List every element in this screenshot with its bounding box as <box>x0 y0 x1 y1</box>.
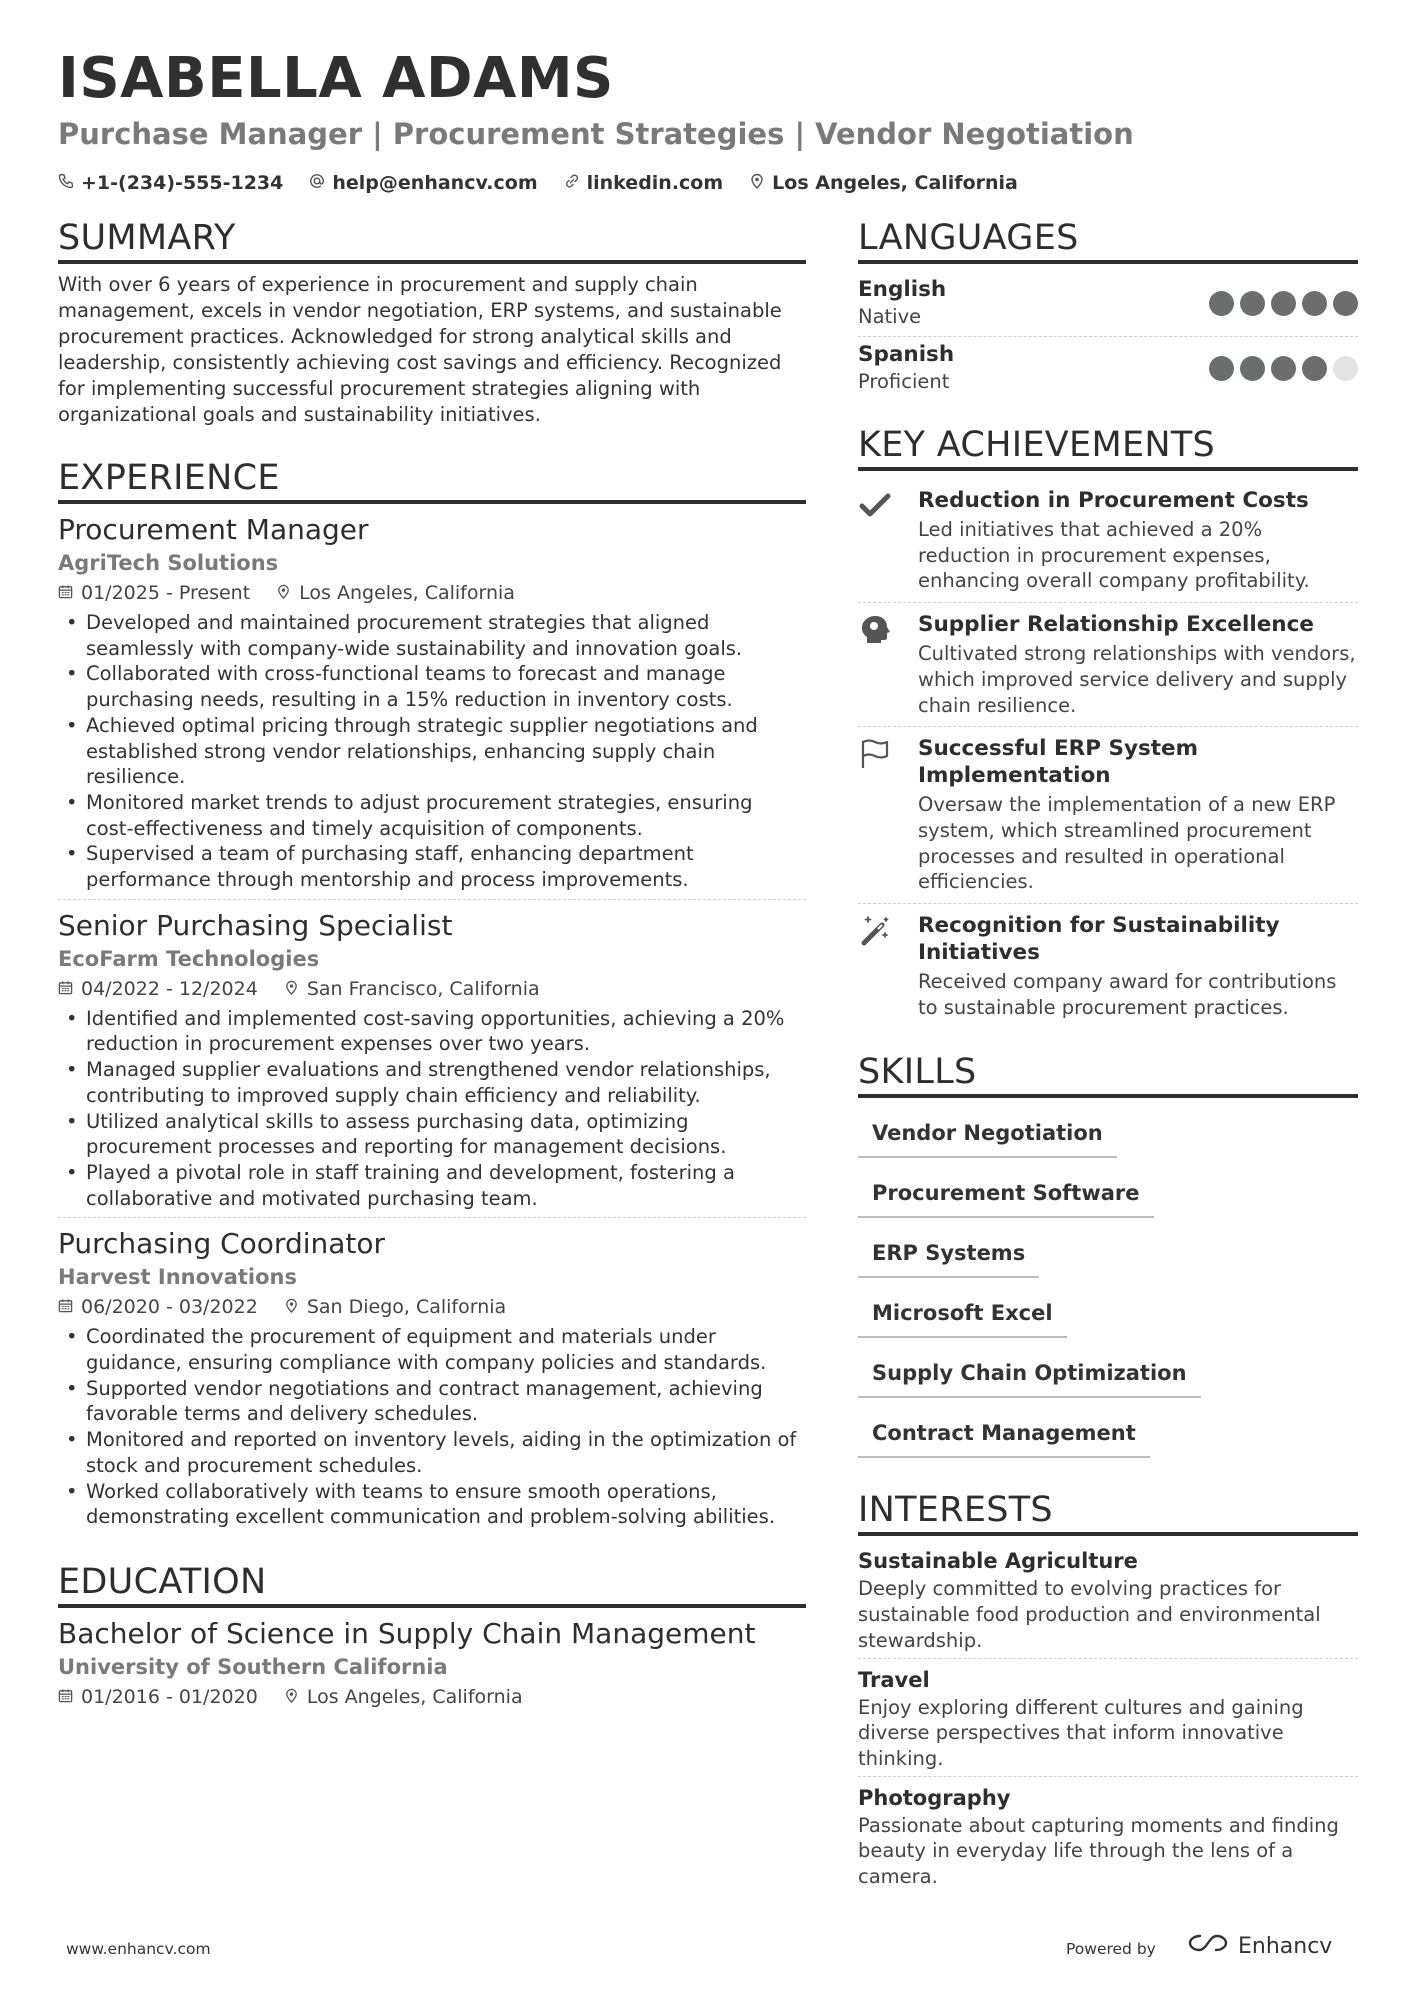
achievement-title: Recognition for Sustainability Initiatives <box>918 913 1280 966</box>
linkedin-text: linkedin.com <box>586 172 724 194</box>
rating-dot-filled <box>1209 356 1234 381</box>
brand-logo[interactable] <box>1186 1932 1332 1960</box>
job-dates-text: 04/2022 - 12/2024 <box>81 977 258 1000</box>
job-bullet: • Played a pivotal role in staff training and development, fostering a collaborative and motivated purchasing team. <box>58 1160 806 1211</box>
skill-tag: ERP Systems <box>858 1234 1039 1278</box>
phone-text: +1-(234)-555-1234 <box>81 172 284 194</box>
contact-bar <box>58 170 1018 196</box>
brand-name: Enhancv <box>1238 1933 1333 1959</box>
magic-wand-icon <box>858 912 898 1020</box>
job-location-text: San Diego, California <box>306 1296 507 1319</box>
job-location-text: Los Angeles, California <box>299 582 515 604</box>
interest-desc: Deeply committed to evolving practices for sustainable food production and environmental stewardship. <box>858 1577 1321 1652</box>
interest-title: Sustainable Agriculture <box>858 1549 1138 1574</box>
interests-section <box>858 1488 1358 1893</box>
enhancv-logo-icon <box>1186 1932 1230 1960</box>
job-title: Senior Purchasing Specialist <box>58 908 453 942</box>
experience-section <box>58 456 806 1536</box>
interest-desc: Enjoy exploring different cultures and gaining diverse perspectives that inform innovative thinking. <box>858 1695 1304 1770</box>
achievement-item <box>858 727 1358 904</box>
contact-email[interactable] <box>309 172 537 194</box>
rating-dot-empty <box>1333 356 1358 381</box>
location-text: Los Angeles, California <box>772 172 1018 194</box>
job-bullet: • Monitored market trends to adjust procurement strategies, ensuring cost-effectiveness and timely acquisition of components. <box>58 790 806 841</box>
experience-heading: EXPERIENCE <box>58 456 806 504</box>
job-bullet: • Developed and maintained procurement strategies that aligned seamlessly with company-wide sustainability and innovation goals. <box>58 610 806 661</box>
skill-tag: Vendor Negotiation <box>858 1114 1117 1158</box>
achievement-item <box>858 904 1358 1028</box>
calendar-icon <box>58 1292 73 1322</box>
language-item <box>858 337 1358 401</box>
education-dates <box>58 1682 258 1712</box>
summary-section <box>58 216 806 428</box>
job-meta <box>58 1292 806 1322</box>
job-dates-text: 01/2025 - Present <box>81 582 251 604</box>
job-bullets <box>58 1006 806 1212</box>
education-dates-text: 01/2016 - 01/2020 <box>81 1685 258 1708</box>
interest-title: Travel <box>858 1667 930 1692</box>
job-location-text: San Francisco, California <box>306 977 540 1000</box>
powered-by-label: Powered by <box>1066 1940 1156 1958</box>
job-company: AgriTech Solutions <box>58 551 279 575</box>
at-icon <box>309 172 325 194</box>
footer-url[interactable]: www.enhancv.com <box>66 1940 211 1958</box>
achievement-item <box>858 603 1358 727</box>
job-bullet: • Managed supplier evaluations and strengthened vendor relationships, contributing to improved supply chain efficiency and reliability. <box>58 1057 806 1108</box>
summary-heading: SUMMARY <box>58 216 806 264</box>
right-column <box>858 216 1358 1898</box>
head-icon <box>858 611 898 718</box>
calendar-icon <box>58 1682 73 1712</box>
achievement-desc: Received company award for contributions to sustainable procurement practices. <box>918 970 1337 1019</box>
achievement-desc: Led initiatives that achieved a 20% reduction in procurement expenses, enhancing overall company profitability. <box>918 518 1310 593</box>
job-location <box>284 1292 506 1322</box>
language-item <box>858 272 1358 337</box>
job-title: Procurement Manager <box>58 513 369 546</box>
skill-tag: Supply Chain Optimization <box>858 1354 1201 1398</box>
achievement-title: Successful ERP System Implementation <box>918 736 1199 789</box>
rating-dot-filled <box>1240 291 1265 316</box>
job-dates <box>58 974 258 1004</box>
contact-phone[interactable] <box>58 172 283 194</box>
location-pin-icon <box>749 172 765 194</box>
job-bullet: • Achieved optimal pricing through strategic supplier negotiations and established strong vendor relationships, enhancing supply chain resilience. <box>58 713 806 790</box>
job-bullet: • Worked collaboratively with teams to ensure smooth operations, demonstrating excellent communication and problem-solving abilities. <box>58 1479 806 1530</box>
rating-dot-filled <box>1209 291 1234 316</box>
language-rating <box>1209 356 1358 381</box>
school-name: University of Southern California <box>58 1654 448 1679</box>
rating-dot-filled <box>1302 356 1327 381</box>
email-text: help@enhancv.com <box>332 172 538 194</box>
location-pin-icon <box>284 1682 299 1712</box>
achievement-item <box>858 479 1358 603</box>
job-dates <box>58 1292 258 1322</box>
language-name: English <box>858 277 947 302</box>
flag-icon <box>858 735 898 895</box>
job-dates-text: 06/2020 - 03/2022 <box>81 1296 258 1319</box>
job-bullet: • Supported vendor negotiations and contract management, achieving favorable terms and delivery schedules. <box>58 1376 806 1427</box>
education-meta <box>58 1682 806 1712</box>
location-pin-icon <box>276 578 291 608</box>
interest-item <box>858 1663 1358 1777</box>
job-meta <box>58 578 806 608</box>
link-icon <box>564 172 580 194</box>
rating-dot-filled <box>1302 291 1327 316</box>
interest-title: Photography <box>858 1785 1011 1810</box>
skill-tag: Procurement Software <box>858 1174 1154 1218</box>
job-bullet: • Supervised a team of purchasing staff, enhancing department performance through mentorship and process improvements. <box>58 841 806 892</box>
job-entry <box>58 1226 806 1536</box>
contact-location <box>749 172 1018 194</box>
interest-item <box>858 1544 1358 1658</box>
interest-desc: Passionate about capturing moments and finding beauty in everyday life through the lens of a camera. <box>858 1813 1339 1889</box>
languages-heading: LANGUAGES <box>858 216 1358 264</box>
job-entry <box>58 512 806 900</box>
job-bullets <box>58 1324 806 1530</box>
skill-tag: Microsoft Excel <box>858 1294 1067 1338</box>
interests-heading: INTERESTS <box>858 1488 1358 1536</box>
skills-list <box>858 1106 1358 1458</box>
achievement-title: Reduction in Procurement Costs <box>918 488 1309 513</box>
candidate-headline: Purchase Manager | Procurement Strategies | Vendor Negotiation <box>58 117 1134 151</box>
language-level: Proficient <box>858 370 950 393</box>
languages-section <box>858 216 1358 401</box>
achievements-heading: KEY ACHIEVEMENTS <box>858 423 1358 471</box>
checkmark-icon <box>858 487 898 594</box>
job-bullet: • Coordinated the procurement of equipment and materials under guidance, ensuring compliance with company policies and standards. <box>58 1324 806 1375</box>
job-bullet: • Collaborated with cross-functional teams to forecast and manage purchasing needs, resulting in a 15% reduction in inventory costs. <box>58 661 806 712</box>
job-bullets <box>58 610 806 893</box>
language-rating <box>1209 291 1358 316</box>
language-name: Spanish <box>858 342 955 367</box>
location-pin-icon <box>284 1292 299 1322</box>
job-company: EcoFarm Technologies <box>58 946 320 971</box>
location-pin-icon <box>284 974 299 1004</box>
phone-icon <box>58 172 74 194</box>
rating-dot-filled <box>1333 291 1358 316</box>
rating-dot-filled <box>1240 356 1265 381</box>
education-section <box>58 1560 806 1712</box>
job-dates <box>58 578 250 608</box>
job-company: Harvest Innovations <box>58 1265 297 1290</box>
interest-item <box>858 1781 1358 1894</box>
achievement-desc: Oversaw the implementation of a new ERP system, which streamlined procurement processes and resulted in operational efficiencies. <box>918 793 1336 894</box>
rating-dot-filled <box>1271 356 1296 381</box>
degree-title: Bachelor of Science in Supply Chain Management <box>58 1616 756 1650</box>
calendar-icon <box>58 974 73 1004</box>
candidate-name: ISABELLA ADAMS <box>58 46 614 111</box>
skills-heading: SKILLS <box>858 1050 1358 1098</box>
achievements-section <box>858 423 1358 1028</box>
summary-text: With over 6 years of experience in procurement and supply chain management, excels in vendor negotiation, ERP systems, and sustainable procurement practices. Acknowledged for strong analytical skills and leadership, consistently achieving cost savings and efficiency. Recognized for implementing successful procurement strategies aligning with organizational goals and sustainability initiatives. <box>58 273 782 426</box>
contact-linkedin[interactable] <box>564 172 724 194</box>
education-heading: EDUCATION <box>58 1560 806 1608</box>
calendar-icon <box>58 578 73 608</box>
job-meta <box>58 974 806 1004</box>
job-bullet: • Monitored and reported on inventory levels, aiding in the optimization of stock and procurement schedules. <box>58 1427 806 1478</box>
job-bullet: • Utilized analytical skills to assess purchasing data, optimizing procurement processes and reporting for management decisions. <box>58 1109 806 1160</box>
rating-dot-filled <box>1271 291 1296 316</box>
skill-tag: Contract Management <box>858 1414 1150 1458</box>
job-entry <box>58 908 806 1219</box>
left-column <box>58 216 806 1712</box>
achievement-desc: Cultivated strong relationships with vendors, which improved service delivery and supply chain resilience. <box>918 642 1356 717</box>
education-location-text: Los Angeles, California <box>306 1685 523 1708</box>
achievement-title: Supplier Relationship Excellence <box>918 612 1314 638</box>
skills-section <box>858 1050 1358 1458</box>
education-location <box>284 1682 523 1712</box>
job-location <box>276 578 515 608</box>
job-bullet: • Identified and implemented cost-saving opportunities, achieving a 20% reduction in procurement expenses over two years. <box>58 1006 806 1057</box>
language-level: Native <box>858 305 922 328</box>
job-title: Purchasing Coordinator <box>58 1227 386 1261</box>
job-location <box>284 974 540 1004</box>
